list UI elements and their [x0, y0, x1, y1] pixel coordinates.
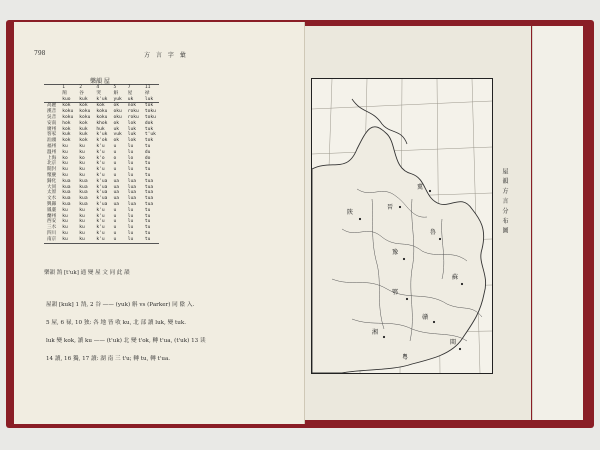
table-cell: 開封	[47, 167, 57, 173]
map-label: 贛	[422, 314, 429, 321]
table-cell: kuo	[59, 97, 76, 103]
table-cell: k'u	[96, 143, 105, 149]
table-cell: tu	[144, 213, 151, 219]
table-cell: lok	[127, 138, 137, 144]
table-cell: 屋	[127, 90, 133, 96]
table-cell: kua	[79, 178, 88, 184]
table-cell: koku	[96, 109, 108, 115]
table-cell: uk	[113, 126, 119, 132]
body-line-3: luk 變 kok, 讀 ku —— (t'uk) 北 變 t'ok, 轉 t'ua, (t'uk) 13 读	[46, 338, 206, 344]
table-cell: lua	[127, 178, 137, 184]
table-cell: lua	[127, 190, 137, 196]
table-cell: u	[110, 237, 124, 243]
table-cell: k'u	[96, 219, 105, 225]
table-cell: k'ua	[96, 178, 108, 184]
table-cell: nok	[127, 103, 137, 109]
table-cell: k'uk	[93, 97, 110, 103]
table-cell: ku	[62, 172, 68, 178]
table-cell: t'uk	[144, 132, 156, 138]
table-cell: ku	[79, 149, 85, 155]
table-cell: 文水	[47, 196, 57, 202]
table-cell: 鳳臺	[47, 207, 57, 213]
table-cell: k'ua	[96, 201, 108, 207]
table-cell: k'u	[96, 213, 105, 219]
table-cell: 4	[93, 85, 110, 91]
table-cell: kok	[79, 138, 88, 144]
table-cell: ua	[113, 196, 119, 202]
table-cell: k'o	[96, 155, 105, 161]
table-cell: 汕頭	[47, 138, 57, 144]
table-cell: tu	[144, 225, 151, 231]
body-line-1: 屋韻 [kuk] 1 鹄, 2 谷 —— (yuk) 斛 vs (Parker) 同 陰 入.	[46, 302, 195, 308]
table-cell: kok	[79, 120, 88, 126]
table-cell: 蘭州	[47, 213, 57, 219]
table-cell: 北京	[47, 161, 57, 167]
table-cell: kok	[62, 138, 71, 144]
table-cell: ok	[113, 138, 119, 144]
table-cell: tu	[144, 167, 151, 173]
table-cell: 鹄	[62, 90, 67, 96]
table-cell: ua	[113, 178, 119, 184]
table-row	[44, 237, 159, 243]
table-cell: lok	[127, 120, 137, 126]
table-cell: ku	[62, 161, 68, 167]
table-cell: k'ok	[96, 138, 108, 144]
table-cell: ku	[79, 213, 85, 219]
page-number: 798	[34, 50, 46, 57]
table-cell: ku	[79, 172, 85, 178]
table-cell: 南京	[44, 237, 59, 243]
table-cell: ku	[79, 143, 85, 149]
table-cell: tua	[144, 201, 154, 207]
table-cell: 廣州	[47, 126, 57, 132]
table-cell: 哭	[96, 90, 101, 96]
table-cell: 福州	[47, 143, 57, 149]
table-cell: tu	[144, 230, 151, 236]
table-cell: ku	[62, 167, 68, 173]
table-cell: koku	[79, 109, 91, 115]
table-cell: lu	[127, 161, 134, 167]
table-cell: oku	[113, 109, 122, 115]
table-cell: 吳音	[47, 114, 57, 120]
table-cell: khok	[96, 120, 108, 126]
table-cell: 7	[125, 85, 142, 91]
running-title: 方 言 字 彙	[144, 52, 188, 59]
table-cell: lua	[127, 184, 137, 190]
table-cell: vuk	[113, 132, 122, 138]
table-cell: kok	[62, 103, 71, 109]
table-cell: tok	[144, 138, 154, 144]
map-svg	[312, 79, 492, 373]
section-heading: 樂韻 屋	[90, 78, 110, 85]
map-label: 湘	[372, 329, 379, 336]
table-cell: lu	[127, 167, 134, 173]
table-cell: ku	[62, 213, 68, 219]
table-cell: u	[113, 143, 117, 149]
map-label: 蘇	[452, 274, 459, 281]
table-cell: k'u	[96, 230, 105, 236]
table-cell: lo	[127, 155, 134, 161]
table-cell: roku	[127, 114, 139, 120]
table-cell: lu	[127, 219, 134, 225]
table-cell: tu	[144, 143, 151, 149]
map-label: 晉	[387, 204, 394, 211]
map-label: 冀	[417, 184, 424, 191]
table-cell: du	[144, 149, 151, 155]
table-cell: ko	[79, 155, 85, 161]
table-cell: 漢音	[47, 109, 57, 115]
table-cell: ua	[113, 190, 119, 196]
table-cell: kua	[79, 201, 88, 207]
table-cell: 11	[142, 85, 159, 91]
table-cell: 西安	[47, 219, 57, 225]
table-cell: uk	[125, 97, 142, 103]
table-cell: kuk	[76, 97, 93, 103]
table-cell: ok	[113, 103, 119, 109]
table-cell: ku	[62, 219, 68, 225]
table-cell: ku	[79, 219, 85, 225]
table-cell: lu	[127, 149, 134, 155]
table-cell: u	[113, 161, 117, 167]
table-cell: tua	[144, 196, 154, 202]
table-cell: k'ua	[96, 190, 108, 196]
table-cell: luk	[127, 126, 137, 132]
table-cell: k'ua	[96, 184, 108, 190]
table-cell: dok	[144, 120, 154, 126]
table-cell: o	[113, 155, 117, 161]
table-cell: tu	[144, 161, 151, 167]
table-cell: do	[144, 155, 151, 161]
table-cell: luk	[142, 97, 159, 103]
table-cell: ku	[79, 207, 85, 213]
table-cell: tu	[144, 219, 151, 225]
table-cell: u	[113, 207, 117, 213]
table-cell: koku	[62, 109, 74, 115]
table-cell: 客家	[47, 132, 57, 138]
table-cell: roku	[127, 109, 139, 115]
table-cell: k'u	[96, 161, 105, 167]
map-label: 陝	[347, 209, 354, 216]
table-cell: ku	[62, 207, 68, 213]
table-cell: ku	[59, 237, 76, 243]
table-cell: lu	[127, 225, 134, 231]
table-cell: 1	[59, 85, 76, 91]
table-cell: 谷	[79, 90, 84, 96]
table-cell: k'u	[96, 149, 105, 155]
table-cell: kok	[62, 126, 71, 132]
table-cell: kok	[79, 103, 88, 109]
table-cell: 安南	[47, 120, 57, 126]
table-cell: luk	[127, 132, 137, 138]
map-side-caption: 屋 韻 方 言 分 布 圖	[501, 168, 508, 235]
table-cell: koku	[62, 114, 74, 120]
table-cell: ku	[79, 161, 85, 167]
table-cell: hok	[62, 120, 71, 126]
body-line-2: 5 屋, 6 禄, 10 独: 各 地 皆 收 ku, 北 部 讀 luk, 變 tuk.	[46, 320, 187, 326]
table-cell: u	[113, 213, 117, 219]
table-cell: tu	[144, 207, 151, 213]
table-cell: 歸化	[47, 178, 57, 184]
table-cell: k'ua	[96, 196, 108, 202]
table-cell: toku	[144, 114, 156, 120]
table-cell: u	[113, 172, 117, 178]
map-label: 鄂	[392, 289, 399, 296]
table-cell: 大同	[47, 184, 57, 190]
table-cell: 太原	[47, 190, 57, 196]
table-cell: k'u	[96, 167, 105, 173]
map-label: 粵	[402, 354, 409, 361]
table-cell: ua	[113, 201, 119, 207]
table-cell: 上海	[47, 155, 57, 161]
table-cell: toku	[144, 109, 156, 115]
table-cell: lua	[127, 196, 137, 202]
table-cell: koku	[79, 114, 91, 120]
table-cell: 懷慶	[47, 172, 57, 178]
table-cell: lua	[127, 201, 137, 207]
table-cell: yuk	[110, 97, 124, 103]
map-label: 閩	[450, 339, 457, 346]
table-cell: k'u	[96, 172, 105, 178]
flyleaf	[532, 26, 583, 420]
table-cell: kua	[79, 190, 88, 196]
table-cell: kua	[62, 184, 71, 190]
table-cell: ku	[79, 167, 85, 173]
table-cell: kua	[62, 196, 71, 202]
map-label: 豫	[392, 249, 399, 256]
table-cell: lu	[125, 237, 142, 243]
table-cell: kua	[62, 178, 71, 184]
map-label: 魯	[430, 229, 437, 236]
table-cell: kua	[62, 201, 71, 207]
table-cell: ku	[79, 230, 85, 236]
table-cell: 2	[76, 85, 93, 91]
table-cell: ku	[62, 149, 68, 155]
table-cell: kok	[96, 103, 105, 109]
table-cell: ku	[62, 143, 68, 149]
table-cell: tok	[144, 103, 154, 109]
table-cell: tuk	[144, 126, 154, 132]
table-cell: k'u	[93, 237, 110, 243]
table-cell: kuk	[62, 132, 71, 138]
table-cell: tua	[144, 184, 154, 190]
table-cell: ku	[62, 225, 68, 231]
table-cell: kuk	[79, 132, 88, 138]
table-cell: huk	[96, 126, 105, 132]
table-cell: ua	[113, 184, 119, 190]
table-cell: koku	[96, 114, 108, 120]
table-cell: ko	[62, 155, 68, 161]
table-cell: u	[113, 149, 117, 155]
table-cell: 禄	[144, 90, 150, 96]
table-cell: lu	[127, 213, 134, 219]
table-cell: u	[113, 219, 117, 225]
table-cell: u	[113, 225, 117, 231]
dialect-table	[44, 84, 159, 244]
table-cell: k'u	[96, 225, 105, 231]
table-cell: u	[113, 230, 117, 236]
table-cell: kua	[62, 190, 71, 196]
table-cell: ku	[62, 230, 68, 236]
table-cell: lu	[127, 172, 134, 178]
table-cell: kua	[79, 196, 88, 202]
table-cell: lu	[127, 230, 134, 236]
table-cell: 興縣	[47, 201, 57, 207]
table-cell: lu	[127, 207, 134, 213]
table-cell: 5	[110, 85, 124, 91]
table-cell: 斛	[113, 90, 119, 96]
table-cell: 溫州	[47, 149, 57, 155]
table-cell: k'uk	[96, 132, 108, 138]
table-cell: u	[113, 167, 117, 173]
table-cell: tua	[144, 190, 154, 196]
map-landmass	[312, 127, 486, 373]
table-cell: 三水	[47, 225, 57, 231]
body-line-4: 14 讀, 16 獨, 17 讀: 湖 南 三 t'u; 轉 tu, 轉 t'ua.	[46, 356, 171, 362]
table-cell: tu	[144, 172, 151, 178]
dialect-map	[311, 78, 493, 374]
table-note: 樂韻 鹄 [t'uk] 通 變 屋 文 同 此 韻	[44, 270, 130, 276]
table-cell: ok	[113, 120, 119, 126]
table-cell: tua	[144, 178, 154, 184]
table-cell: tu	[142, 237, 159, 243]
table-cell: 四川	[47, 230, 57, 236]
table-cell: ku	[79, 225, 85, 231]
table-cell: lu	[127, 143, 134, 149]
table-cell: kuk	[79, 126, 88, 132]
table-cell: k'u	[96, 207, 105, 213]
table-cell: 高麗	[47, 103, 57, 109]
table-cell: oku	[113, 114, 122, 120]
table-cell: kua	[79, 184, 88, 190]
table-cell: ku	[76, 237, 93, 243]
